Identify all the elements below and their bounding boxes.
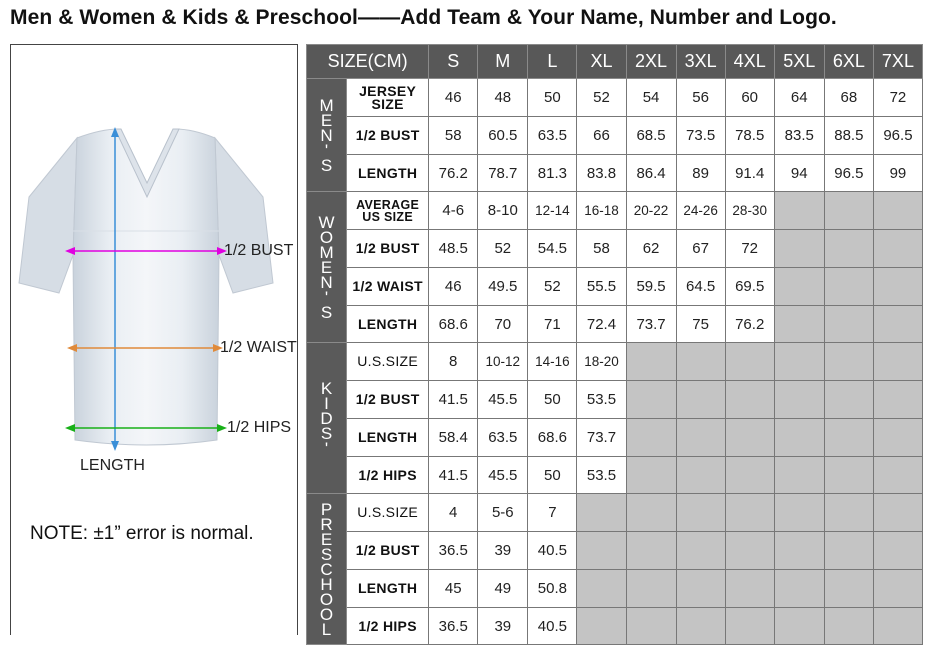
- value-cell: 63.5: [528, 117, 577, 155]
- empty-cell: [626, 343, 676, 381]
- empty-cell: [873, 306, 922, 343]
- waist-arrow-left: [67, 344, 77, 352]
- value-cell: 4: [429, 494, 478, 532]
- empty-cell: [774, 381, 824, 419]
- value-cell: 63.5: [478, 419, 528, 457]
- size-header-row: [307, 45, 923, 79]
- value-cell: 24-26: [676, 192, 725, 230]
- group-letter: S: [320, 544, 333, 564]
- empty-cell: [774, 306, 824, 343]
- value-cell: 49: [478, 570, 528, 608]
- empty-cell: [676, 494, 725, 532]
- bust-label: 1/2 BUST: [224, 242, 294, 259]
- group-letter: M: [319, 242, 334, 262]
- value-cell: 76.2: [429, 155, 478, 192]
- group-letter: O: [319, 604, 334, 624]
- empty-cell: [824, 268, 873, 306]
- value-cell: 94: [774, 155, 824, 192]
- empty-cell: [725, 381, 774, 419]
- group-letter: E: [320, 529, 333, 549]
- row-label: 1/2 WAIST: [347, 268, 429, 306]
- empty-cell: [873, 192, 922, 230]
- row-label: 1/2 BUST: [347, 381, 429, 419]
- empty-cell: [626, 419, 676, 457]
- empty-cell: [577, 608, 626, 645]
- value-cell: 20-22: [626, 192, 676, 230]
- row-label: U.S.SIZE: [347, 343, 429, 381]
- table-row: [307, 230, 923, 268]
- right-sleeve: [215, 138, 273, 293]
- size-column-header: S: [429, 45, 478, 79]
- empty-cell: [873, 494, 922, 532]
- group-letter: S: [320, 155, 333, 175]
- size-column-header: 4XL: [725, 45, 774, 79]
- value-cell: 52: [528, 268, 577, 306]
- hips-label: 1/2 HIPS: [227, 419, 292, 436]
- size-column-header: M: [478, 45, 528, 79]
- table-row: [307, 192, 923, 230]
- empty-cell: [626, 532, 676, 570]
- empty-cell: [774, 343, 824, 381]
- group-label-preschool: [307, 494, 347, 645]
- row-label: 1/2 BUST: [347, 117, 429, 155]
- group-letter: L: [321, 619, 332, 639]
- value-cell: 83.5: [774, 117, 824, 155]
- value-cell: 5-6: [478, 494, 528, 532]
- value-cell: 53.5: [577, 381, 626, 419]
- empty-cell: [873, 419, 922, 457]
- value-cell: 18-20: [577, 343, 626, 381]
- empty-cell: [725, 419, 774, 457]
- empty-cell: [725, 494, 774, 532]
- group-letter: ': [324, 438, 329, 458]
- waist-label: 1/2 WAIST: [220, 339, 297, 356]
- value-cell: 54: [626, 79, 676, 117]
- empty-cell: [725, 343, 774, 381]
- group-letter: N: [320, 272, 333, 292]
- empty-cell: [873, 457, 922, 494]
- value-cell: 8-10: [478, 192, 528, 230]
- value-cell: 58: [577, 230, 626, 268]
- empty-cell: [824, 570, 873, 608]
- value-cell: 54.5: [528, 230, 577, 268]
- value-cell: 62: [626, 230, 676, 268]
- note-text: NOTE: ±1” error is normal.: [30, 523, 254, 544]
- value-cell: 48: [478, 79, 528, 117]
- value-cell: 75: [676, 306, 725, 343]
- table-row: [307, 457, 923, 494]
- value-cell: 72.4: [577, 306, 626, 343]
- empty-cell: [676, 532, 725, 570]
- jersey-body: [73, 129, 219, 445]
- group-letter: H: [320, 574, 333, 594]
- value-cell: 28-30: [725, 192, 774, 230]
- table-row: [307, 608, 923, 645]
- value-cell: 46: [429, 268, 478, 306]
- empty-cell: [577, 570, 626, 608]
- group-letter: I: [324, 393, 329, 413]
- group-letter: E: [320, 110, 333, 130]
- group-letter: O: [319, 227, 334, 247]
- empty-cell: [676, 457, 725, 494]
- empty-cell: [824, 230, 873, 268]
- empty-cell: [676, 608, 725, 645]
- table-row: [307, 343, 923, 381]
- value-cell: 58: [429, 117, 478, 155]
- value-cell: 48.5: [429, 230, 478, 268]
- empty-cell: [626, 608, 676, 645]
- value-cell: 89: [676, 155, 725, 192]
- value-cell: 45: [429, 570, 478, 608]
- group-letter: N: [320, 125, 333, 145]
- value-cell: 45.5: [478, 457, 528, 494]
- empty-cell: [725, 457, 774, 494]
- size-column-header: 7XL: [873, 45, 922, 79]
- value-cell: 46: [429, 79, 478, 117]
- value-cell: 16-18: [577, 192, 626, 230]
- value-cell: 76.2: [725, 306, 774, 343]
- value-cell: 50: [528, 381, 577, 419]
- value-cell: 83.8: [577, 155, 626, 192]
- empty-cell: [824, 608, 873, 645]
- row-label: 1/2 BUST: [347, 230, 429, 268]
- size-chart-table: [306, 44, 923, 645]
- table-row: [307, 306, 923, 343]
- value-cell: 81.3: [528, 155, 577, 192]
- empty-cell: [626, 457, 676, 494]
- table-row: [307, 419, 923, 457]
- table-row: [307, 532, 923, 570]
- value-cell: 67: [676, 230, 725, 268]
- empty-cell: [774, 532, 824, 570]
- length-label: LENGTH: [80, 457, 145, 474]
- value-cell: 36.5: [429, 608, 478, 645]
- value-cell: 41.5: [429, 381, 478, 419]
- table-row: [307, 494, 923, 532]
- group-letter: S: [320, 302, 333, 322]
- group-letter: S: [320, 423, 333, 443]
- row-label: 1/2 HIPS: [347, 608, 429, 645]
- group-letter: ': [324, 140, 329, 160]
- table-row: [307, 268, 923, 306]
- value-cell: 60: [725, 79, 774, 117]
- table-row: [307, 117, 923, 155]
- value-cell: 50: [528, 457, 577, 494]
- value-cell: 64: [774, 79, 824, 117]
- empty-cell: [725, 608, 774, 645]
- size-column-header: 5XL: [774, 45, 824, 79]
- value-cell: 73.7: [626, 306, 676, 343]
- length-arrow-bottom: [111, 441, 119, 451]
- group-letter: D: [320, 408, 333, 428]
- value-cell: 39: [478, 532, 528, 570]
- value-cell: 52: [577, 79, 626, 117]
- value-cell: 96.5: [824, 155, 873, 192]
- empty-cell: [824, 457, 873, 494]
- value-cell: 14-16: [528, 343, 577, 381]
- value-cell: 88.5: [824, 117, 873, 155]
- group-letter: M: [319, 95, 334, 115]
- empty-cell: [725, 532, 774, 570]
- group-label-womens: [307, 192, 347, 343]
- jersey-diagram-panel: [10, 44, 298, 635]
- value-cell: 78.5: [725, 117, 774, 155]
- value-cell: 8: [429, 343, 478, 381]
- size-column-header: XL: [577, 45, 626, 79]
- value-cell: 72: [725, 230, 774, 268]
- value-cell: 50: [528, 79, 577, 117]
- empty-cell: [774, 419, 824, 457]
- value-cell: 12-14: [528, 192, 577, 230]
- value-cell: 55.5: [577, 268, 626, 306]
- empty-cell: [824, 532, 873, 570]
- value-cell: 50.8: [528, 570, 577, 608]
- value-cell: 36.5: [429, 532, 478, 570]
- empty-cell: [676, 570, 725, 608]
- row-label: LENGTH: [347, 155, 429, 192]
- empty-cell: [774, 192, 824, 230]
- value-cell: 70: [478, 306, 528, 343]
- row-label: U.S.SIZE: [347, 494, 429, 532]
- size-header-cell: SIZE(CM): [307, 45, 429, 79]
- hips-arrow-left: [65, 424, 75, 432]
- value-cell: 68.5: [626, 117, 676, 155]
- empty-cell: [725, 570, 774, 608]
- empty-cell: [676, 381, 725, 419]
- table-row: [307, 155, 923, 192]
- table-row: [307, 570, 923, 608]
- group-letter: ': [324, 287, 329, 307]
- empty-cell: [873, 343, 922, 381]
- row-label: LENGTH: [347, 306, 429, 343]
- empty-cell: [824, 192, 873, 230]
- value-cell: 41.5: [429, 457, 478, 494]
- value-cell: 52: [478, 230, 528, 268]
- value-cell: 66: [577, 117, 626, 155]
- group-letter: P: [320, 499, 333, 519]
- page-title: Men & Women & Kids & Preschool——Add Team & Your Name, Number and Logo.: [10, 6, 837, 29]
- empty-cell: [824, 419, 873, 457]
- group-letter: W: [318, 212, 335, 232]
- empty-cell: [873, 268, 922, 306]
- value-cell: 53.5: [577, 457, 626, 494]
- empty-cell: [626, 494, 676, 532]
- value-cell: 68.6: [528, 419, 577, 457]
- empty-cell: [676, 419, 725, 457]
- hips-arrow-right: [217, 424, 227, 432]
- value-cell: 73.7: [577, 419, 626, 457]
- value-cell: 45.5: [478, 381, 528, 419]
- row-label: 1/2 HIPS: [347, 457, 429, 494]
- row-label: 1/2 BUST: [347, 532, 429, 570]
- size-column-header: 6XL: [824, 45, 873, 79]
- row-label: LENGTH: [347, 570, 429, 608]
- empty-cell: [774, 268, 824, 306]
- row-label: LENGTH: [347, 419, 429, 457]
- value-cell: 39: [478, 608, 528, 645]
- group-letter: R: [320, 514, 333, 534]
- table-row: [307, 381, 923, 419]
- empty-cell: [774, 570, 824, 608]
- empty-cell: [774, 608, 824, 645]
- value-cell: 60.5: [478, 117, 528, 155]
- value-cell: 56: [676, 79, 725, 117]
- value-cell: 71: [528, 306, 577, 343]
- empty-cell: [774, 457, 824, 494]
- value-cell: 64.5: [676, 268, 725, 306]
- empty-cell: [873, 230, 922, 268]
- value-cell: 68.6: [429, 306, 478, 343]
- value-cell: 59.5: [626, 268, 676, 306]
- group-letter: E: [320, 257, 333, 277]
- left-sleeve: [19, 138, 77, 293]
- empty-cell: [873, 608, 922, 645]
- value-cell: 7: [528, 494, 577, 532]
- value-cell: 40.5: [528, 532, 577, 570]
- group-label-kids: [307, 343, 347, 494]
- value-cell: 69.5: [725, 268, 774, 306]
- table-row: [307, 79, 923, 117]
- empty-cell: [873, 532, 922, 570]
- group-label-mens: [307, 79, 347, 192]
- empty-cell: [824, 381, 873, 419]
- value-cell: 91.4: [725, 155, 774, 192]
- empty-cell: [774, 230, 824, 268]
- empty-cell: [577, 532, 626, 570]
- empty-cell: [626, 570, 676, 608]
- group-letter: O: [319, 589, 334, 609]
- group-letter: C: [320, 559, 333, 579]
- value-cell: 96.5: [873, 117, 922, 155]
- empty-cell: [676, 343, 725, 381]
- value-cell: 72: [873, 79, 922, 117]
- empty-cell: [824, 343, 873, 381]
- value-cell: 4-6: [429, 192, 478, 230]
- value-cell: 99: [873, 155, 922, 192]
- value-cell: 10-12: [478, 343, 528, 381]
- value-cell: 49.5: [478, 268, 528, 306]
- empty-cell: [824, 306, 873, 343]
- value-cell: 78.7: [478, 155, 528, 192]
- empty-cell: [873, 381, 922, 419]
- empty-cell: [774, 494, 824, 532]
- group-letter: K: [320, 378, 333, 398]
- value-cell: 86.4: [626, 155, 676, 192]
- value-cell: 40.5: [528, 608, 577, 645]
- size-column-header: 3XL: [676, 45, 725, 79]
- size-column-header: 2XL: [626, 45, 676, 79]
- value-cell: 68: [824, 79, 873, 117]
- empty-cell: [626, 381, 676, 419]
- value-cell: 73.5: [676, 117, 725, 155]
- value-cell: 58.4: [429, 419, 478, 457]
- empty-cell: [577, 494, 626, 532]
- row-label: AVERAGE US SIZE: [347, 192, 429, 230]
- row-label: JERSEY SIZE: [347, 79, 429, 117]
- size-column-header: L: [528, 45, 577, 79]
- empty-cell: [873, 570, 922, 608]
- empty-cell: [824, 494, 873, 532]
